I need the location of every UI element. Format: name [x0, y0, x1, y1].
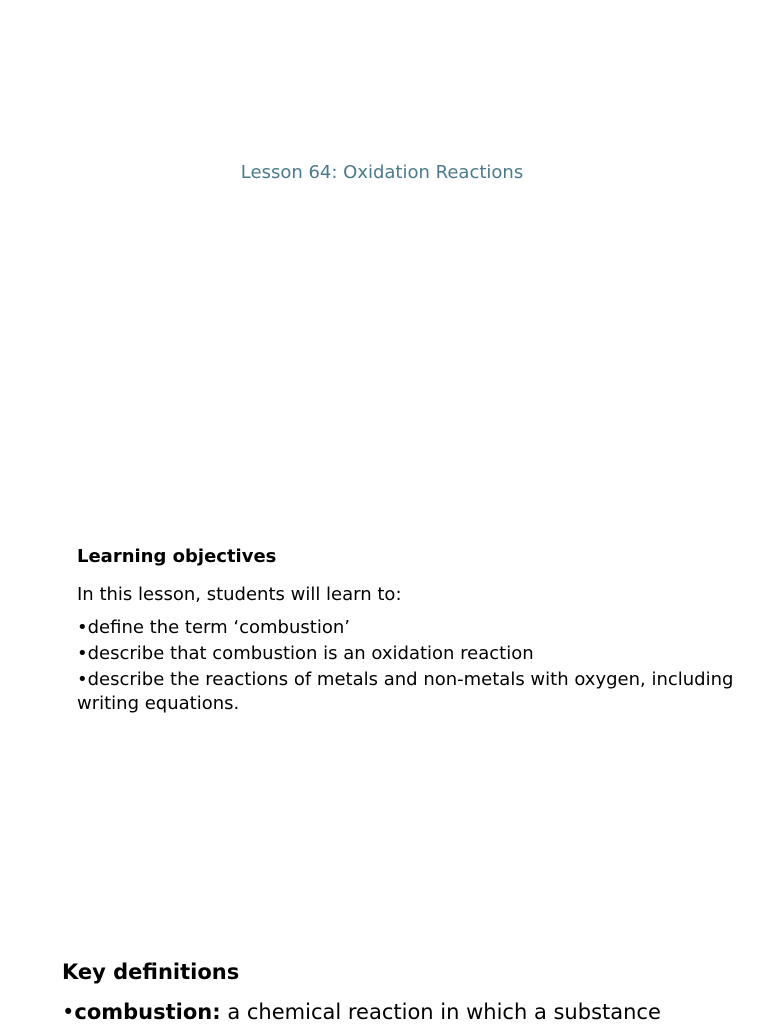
learning-objectives-intro: In this lesson, students will learn to: [77, 584, 402, 605]
page-title: Lesson 64: Oxidation Reactions [240, 162, 524, 183]
learning-objectives-section [77, 546, 747, 718]
definition-term: combustion: [74, 1000, 221, 1024]
definition-item [62, 998, 752, 1026]
objective-item: •define the term ‘combustion’ [77, 617, 350, 638]
objective-item: •describe that combustion is an oxidation reaction [77, 643, 534, 664]
objective-item: •describe the reactions of metals and non-metals with oxygen, including writing equations. [77, 669, 734, 714]
learning-objectives-list [77, 616, 747, 716]
definition-text: a chemical reaction in which a substance [220, 1000, 661, 1024]
key-definitions-section [62, 958, 752, 1026]
learning-objectives-heading: Learning objectives [77, 546, 277, 567]
key-definitions-heading: Key definitions [62, 960, 240, 984]
definition-bullet: • [62, 1000, 75, 1024]
